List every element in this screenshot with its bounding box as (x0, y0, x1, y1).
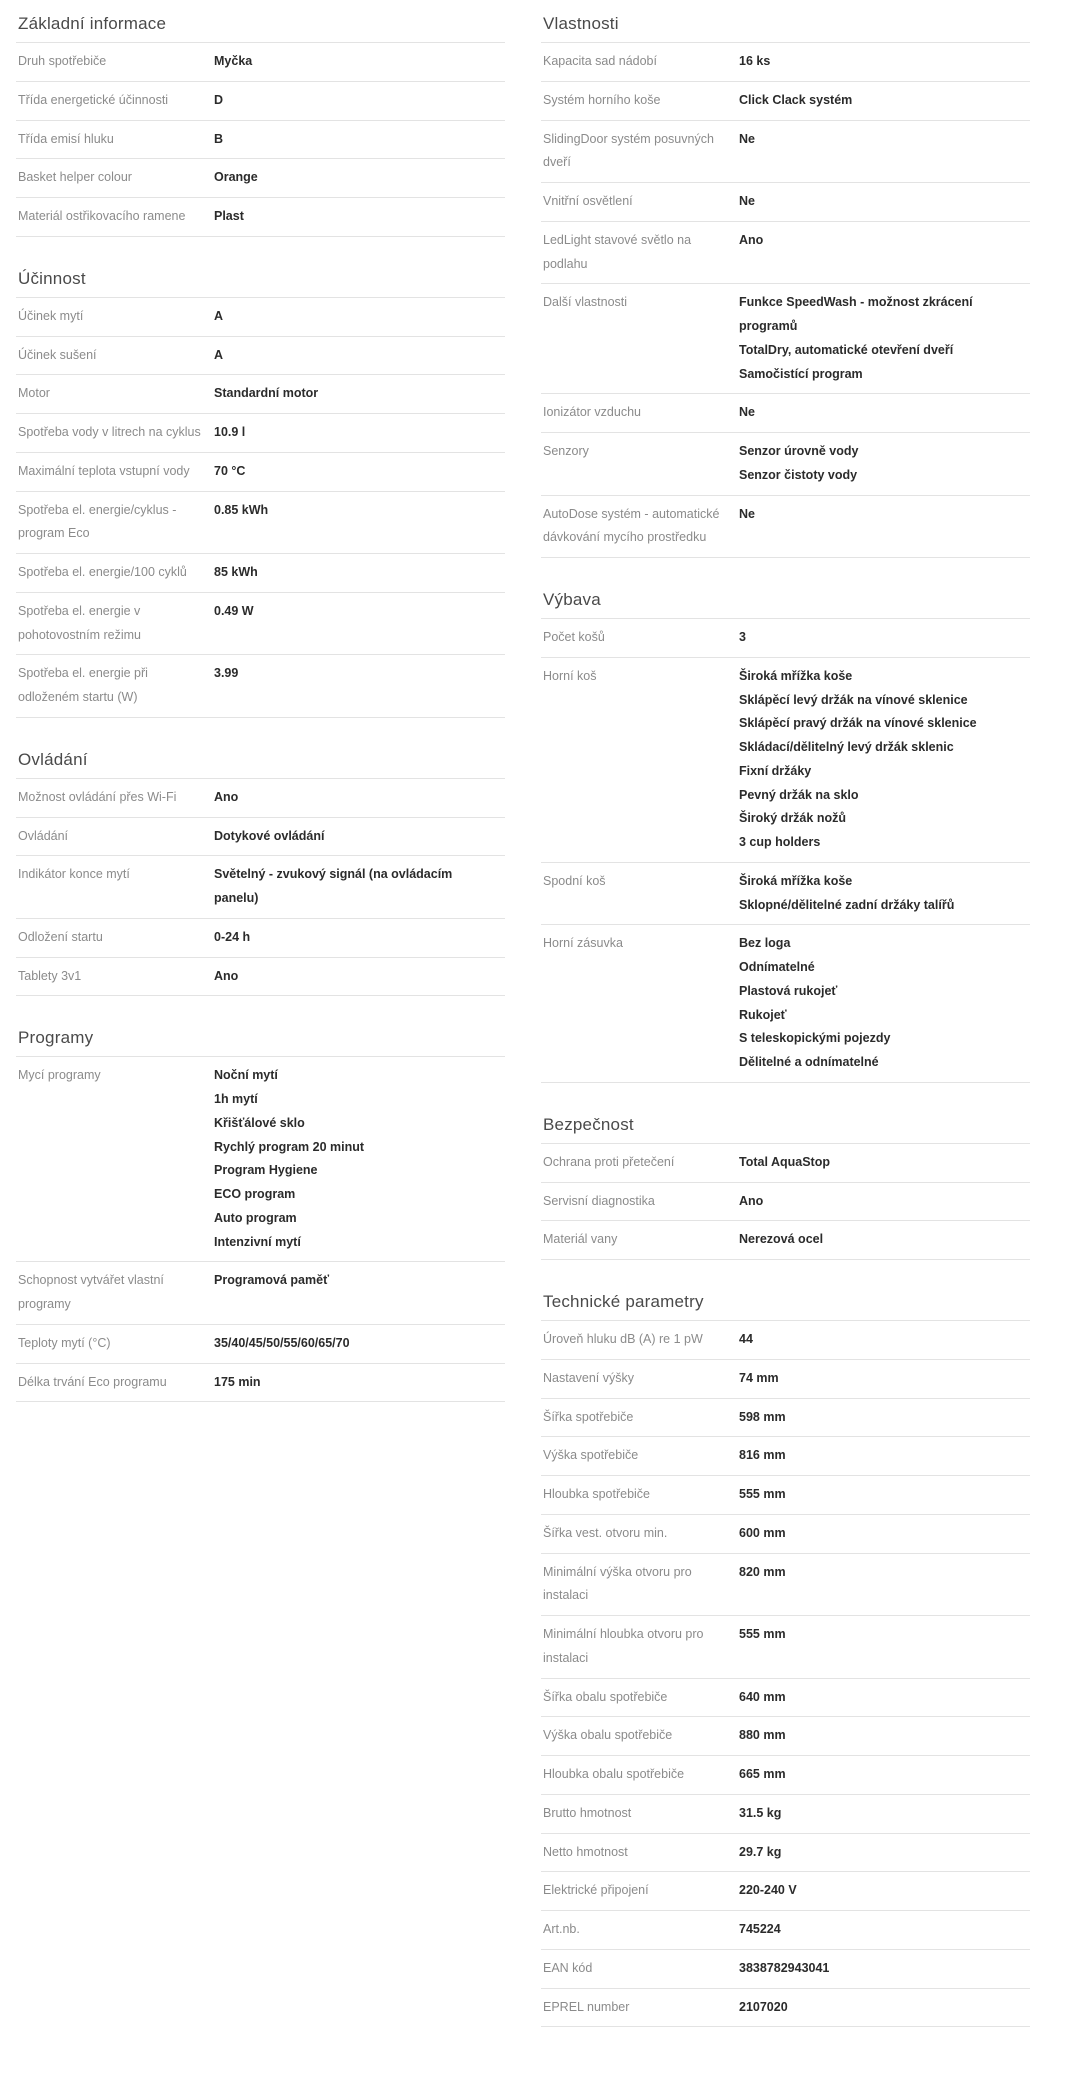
spec-value-line: Standardní motor (214, 386, 319, 401)
spec-value (212, 592, 505, 655)
spec-label: Ovládání (18, 828, 69, 843)
spec-table (541, 42, 1030, 558)
spec-value (737, 1321, 1030, 1360)
table-row (541, 619, 1030, 658)
spec-value-line: Auto program (214, 1210, 297, 1225)
spec-label: Schopnost vytvářet vlastní programy (18, 1273, 164, 1311)
table-row (16, 43, 505, 82)
spec-label: Třída emisí hluku (18, 131, 114, 146)
table-row (16, 336, 505, 375)
spec-table (16, 1056, 505, 1402)
spec-value-line: B (214, 131, 224, 146)
table-row (16, 1262, 505, 1325)
spec-value-line: Plastová rukojeť (739, 983, 838, 998)
spec-value (737, 1221, 1030, 1260)
spec-label: Spotřeba vody v litrech na cyklus (18, 425, 201, 439)
spec-value-line: 3.99 (214, 666, 239, 681)
spec-value (737, 862, 1030, 925)
spec-value (212, 336, 505, 375)
spec-value-line: 0-24 h (214, 929, 251, 944)
spec-value (212, 817, 505, 856)
spec-value-line: 880 mm (739, 1728, 786, 1743)
spec-value-line: Myčka (214, 54, 253, 68)
spec-value-line: Samočistící program (739, 366, 863, 381)
spec-label: Odložení startu (18, 929, 103, 944)
spec-value (737, 221, 1030, 284)
table-row (541, 1988, 1030, 2027)
spec-value-line: Bez loga (739, 936, 791, 951)
spec-value-line: 74 mm (739, 1370, 779, 1385)
spec-value-line: 35/40/45/50/55/60/65/70 (214, 1335, 350, 1350)
spec-value (737, 619, 1030, 658)
table-row (16, 554, 505, 593)
spec-value-line: 0.49 W (214, 603, 254, 618)
table-row (16, 491, 505, 554)
spec-value (737, 1616, 1030, 1679)
spec-value-line: Křišťálové sklo (214, 1115, 305, 1130)
spec-value-line: Noční mytí (214, 1068, 278, 1083)
spec-label: Výška obalu spotřebiče (543, 1728, 673, 1743)
spec-label: EAN kód (543, 1960, 593, 1975)
section-title: Základní informace (18, 14, 167, 33)
table-row (541, 221, 1030, 284)
table-row (541, 1911, 1030, 1950)
table-row (16, 297, 505, 336)
spec-section (16, 744, 505, 997)
table-row (541, 1553, 1030, 1616)
spec-label: Spotřeba el. energie při odloženém startu (W) (18, 666, 148, 704)
spec-section (16, 263, 505, 718)
spec-label: Servisní diagnostika (543, 1193, 655, 1208)
table-row (16, 592, 505, 655)
spec-value-line: Total AquaStop (739, 1154, 830, 1169)
table-row (541, 862, 1030, 925)
spec-section (16, 8, 505, 237)
table-row (16, 452, 505, 491)
spec-value (737, 657, 1030, 862)
spec-value (212, 1363, 505, 1402)
table-row (541, 1717, 1030, 1756)
spec-value-line: Orange (214, 170, 258, 185)
spec-value-line: Široká mřížka koše (739, 873, 853, 888)
table-row (541, 43, 1030, 82)
spec-value-line: 29.7 kg (739, 1844, 782, 1859)
spec-label: Spotřeba el. energie/100 cyklů (18, 565, 187, 579)
spec-label: SlidingDoor systém posuvných dveří (543, 131, 714, 170)
spec-value (212, 856, 505, 919)
spec-label: Horní zásuvka (543, 936, 623, 951)
spec-value (212, 778, 505, 817)
spec-label: Minimální hloubka otvoru pro instalaci (543, 1627, 704, 1665)
spec-label: Spodní koš (543, 873, 606, 888)
table-row (541, 81, 1030, 120)
spec-label: Minimální výška otvoru pro instalaci (543, 1564, 692, 1603)
table-row (16, 957, 505, 996)
spec-value (737, 1553, 1030, 1616)
spec-label: Horní koš (543, 668, 597, 683)
spec-value (737, 43, 1030, 82)
spec-label: Senzory (543, 444, 589, 458)
spec-label: EPREL number (543, 1999, 630, 2014)
spec-value (737, 1678, 1030, 1717)
spec-value-line: 3 (739, 630, 746, 644)
table-row (541, 657, 1030, 862)
table-row (16, 120, 505, 159)
spec-label: Ionizátor vzduchu (543, 405, 641, 420)
spec-value (737, 1794, 1030, 1833)
spec-value (212, 81, 505, 120)
spec-value (212, 918, 505, 957)
section-title: Programy (18, 1028, 94, 1048)
spec-value-line: 598 mm (739, 1409, 786, 1424)
spec-value-line: Nerezová ocel (739, 1232, 824, 1247)
spec-value-line: Ano (739, 232, 764, 247)
spec-value-line: Pevný držák na sklo (739, 787, 859, 802)
table-row (541, 284, 1030, 394)
spec-value-line: Plast (214, 209, 244, 223)
spec-value (737, 120, 1030, 183)
spec-label: Indikátor konce mytí (18, 867, 130, 882)
spec-value (737, 495, 1030, 558)
spec-value (737, 925, 1030, 1083)
table-row (16, 159, 505, 198)
spec-value-line: TotalDry, automatické otevření dveří (739, 342, 954, 357)
table-row (541, 1949, 1030, 1988)
spec-value-line: Dělitelné a odnímatelné (739, 1055, 879, 1069)
table-row (541, 1794, 1030, 1833)
spec-value-line: 745224 (739, 1922, 781, 1936)
spec-label: Účinek mytí (18, 308, 84, 323)
spec-value-line: Program Hygiene (214, 1163, 318, 1178)
table-row (16, 1057, 505, 1262)
spec-label: Systém horního koše (543, 92, 661, 107)
spec-section (541, 1109, 1030, 1260)
spec-value (737, 433, 1030, 496)
spec-value (212, 1262, 505, 1325)
spec-value (212, 198, 505, 237)
spec-value-line: Odnímatelné (739, 960, 815, 974)
spec-value-line: 70 °C (214, 463, 246, 478)
section-title: Výbava (543, 590, 601, 609)
spec-value (737, 394, 1030, 433)
spec-label: Ochrana proti přetečení (543, 1154, 675, 1169)
section-title: Vlastnosti (543, 14, 619, 33)
spec-label: Kapacita sad nádobí (543, 54, 657, 68)
table-row (16, 375, 505, 414)
spec-value (212, 159, 505, 198)
spec-value-line: Click Clack systém (739, 92, 853, 107)
spec-value (212, 655, 505, 718)
table-row (16, 817, 505, 856)
spec-value-line: Programová paměť (214, 1273, 330, 1288)
left-column (16, 8, 505, 1428)
table-row (541, 433, 1030, 496)
spec-value-line: Senzor čistoty vody (739, 467, 858, 482)
table-row (541, 1756, 1030, 1795)
spec-label: Basket helper colour (18, 170, 132, 185)
table-row (541, 1321, 1030, 1360)
table-row (541, 1182, 1030, 1221)
spec-label: Další vlastnosti (543, 295, 628, 310)
spec-value-line: 31.5 kg (739, 1805, 782, 1820)
table-row (541, 1359, 1030, 1398)
section-title: Účinnost (18, 268, 86, 288)
table-row (16, 198, 505, 237)
spec-section (541, 584, 1030, 1083)
spec-label: Netto hmotnost (543, 1844, 628, 1859)
spec-value-line: Fixní držáky (739, 763, 812, 778)
spec-value (737, 1756, 1030, 1795)
spec-value (737, 1359, 1030, 1398)
spec-value-line: 85 kWh (214, 565, 258, 579)
spec-value (212, 452, 505, 491)
spec-label: Šířka obalu spotřebiče (543, 1689, 668, 1704)
spec-label: Třída energetické účinnosti (18, 92, 169, 107)
spec-value-line: 16 ks (739, 54, 771, 68)
spec-value-line: Skládací/dělitelný levý držák sklenic (739, 740, 954, 754)
spec-value-line: 640 mm (739, 1689, 786, 1704)
spec-value-line: 10.9 l (214, 425, 246, 439)
spec-label: Hloubka spotřebiče (543, 1487, 651, 1501)
table-row (541, 495, 1030, 558)
spec-value-line: 0.85 kWh (214, 502, 269, 517)
spec-label: Spotřeba el. energie/cyklus - program Eco (18, 502, 177, 541)
spec-value-line: S teleskopickými pojezdy (739, 1031, 891, 1046)
spec-value-line: Světelný - zvukový signál (na ovládacím panelu) (214, 867, 453, 905)
spec-value-line: 820 mm (739, 1564, 786, 1579)
spec-table (541, 1143, 1030, 1260)
spec-value-line: Ne (739, 506, 755, 521)
spec-value-line: Sklápěcí pravý držák na vínové sklenice (739, 716, 977, 731)
spec-value-line: 600 mm (739, 1525, 786, 1540)
spec-value (212, 297, 505, 336)
spec-value (737, 183, 1030, 222)
table-row (541, 1398, 1030, 1437)
spec-value (212, 957, 505, 996)
table-row (541, 1514, 1030, 1553)
spec-label: Výška spotřebiče (543, 1448, 639, 1463)
spec-value (737, 1911, 1030, 1950)
spec-value (737, 1476, 1030, 1515)
spec-value-line: 555 mm (739, 1627, 786, 1641)
spec-label: Maximální teplota vstupní vody (18, 463, 190, 478)
spec-label: Elektrické připojení (543, 1883, 649, 1898)
spec-value-line: 3838782943041 (739, 1960, 830, 1975)
spec-value (212, 1324, 505, 1363)
spec-value (737, 81, 1030, 120)
spec-label: Šířka vest. otvoru min. (543, 1525, 668, 1540)
spec-value-line: A (214, 308, 224, 323)
table-row (541, 394, 1030, 433)
section-title: Ovládání (18, 749, 88, 769)
table-row (16, 655, 505, 718)
spec-value (737, 1717, 1030, 1756)
spec-label: AutoDose systém - automatické dávkování mycího prostředku (543, 506, 720, 545)
spec-value-line: 665 mm (739, 1767, 786, 1781)
spec-value-line: Ano (739, 1193, 764, 1208)
spec-value-line: Ano (214, 968, 239, 983)
spec-table (16, 778, 505, 997)
table-row (541, 1872, 1030, 1911)
spec-value (212, 375, 505, 414)
spec-value-line: Senzor úrovně vody (739, 444, 859, 458)
table-row (541, 1476, 1030, 1515)
spec-section (541, 8, 1030, 558)
spec-value (737, 284, 1030, 394)
spec-table (16, 297, 505, 718)
spec-value (212, 120, 505, 159)
table-row (541, 1221, 1030, 1260)
table-row (541, 120, 1030, 183)
spec-value (212, 43, 505, 82)
spec-label: LedLight stavové světlo na podlahu (543, 232, 692, 271)
spec-value (212, 491, 505, 554)
spec-table (16, 42, 505, 237)
spec-value (737, 1437, 1030, 1476)
spec-value (737, 1833, 1030, 1872)
spec-value (737, 1398, 1030, 1437)
table-row (16, 918, 505, 957)
spec-value-line: 175 min (214, 1374, 261, 1389)
spec-label: Mycí programy (18, 1068, 101, 1083)
spec-value-line: Intenzivní mytí (214, 1234, 301, 1249)
table-row (16, 778, 505, 817)
spec-value-line: D (214, 92, 224, 107)
table-row (16, 414, 505, 453)
spec-value-line: Ne (739, 131, 755, 146)
spec-value-line: 1h mytí (214, 1092, 258, 1106)
spec-value-line: 816 mm (739, 1448, 786, 1463)
spec-value-line: 44 (739, 1332, 753, 1346)
table-row (541, 183, 1030, 222)
table-row (16, 856, 505, 919)
spec-label: Nastavení výšky (543, 1370, 635, 1385)
spec-label: Art.nb. (543, 1922, 580, 1936)
spec-value (212, 1057, 505, 1262)
spec-value (737, 1872, 1030, 1911)
spec-label: Motor (18, 386, 50, 401)
spec-value-line: ECO program (214, 1187, 296, 1201)
spec-value-line: A (214, 347, 224, 362)
table-row (16, 1324, 505, 1363)
spec-table (541, 1320, 1030, 2027)
spec-value-line: 555 mm (739, 1487, 786, 1501)
spec-value (737, 1143, 1030, 1182)
spec-label: Možnost ovládání přes Wi-Fi (18, 789, 177, 804)
spec-value (212, 554, 505, 593)
spec-value-line: 220-240 V (739, 1883, 797, 1898)
spec-value-line: Široká mřížka koše (739, 668, 853, 683)
spec-label: Druh spotřebiče (18, 54, 107, 68)
spec-label: Šířka spotřebiče (543, 1409, 634, 1424)
spec-value-line: 2107020 (739, 1999, 788, 2014)
spec-value (737, 1949, 1030, 1988)
spec-value-line: Ano (214, 789, 239, 804)
spec-value-line: Ne (739, 194, 755, 208)
spec-label: Spotřeba el. energie v pohotovostním režimu (18, 603, 141, 642)
spec-value (737, 1514, 1030, 1553)
spec-value-line: Sklopné/dělitelné zadní držáky talířů (739, 897, 955, 912)
spec-label: Tablety 3v1 (18, 968, 82, 983)
table-row (541, 1616, 1030, 1679)
spec-table (541, 618, 1030, 1083)
spec-section (541, 1286, 1030, 2027)
spec-value-line: Rychlý program 20 minut (214, 1139, 365, 1154)
section-title: Technické parametry (543, 1292, 704, 1311)
table-row (16, 81, 505, 120)
spec-value-line: Široký držák nožů (739, 811, 846, 826)
spec-value (737, 1988, 1030, 2027)
spec-label: Úroveň hluku dB (A) re 1 pW (543, 1332, 703, 1346)
spec-value-line: Funkce SpeedWash - možnost zkrácení programů (739, 295, 973, 333)
spec-value-line: Rukojeť (739, 1007, 787, 1022)
spec-label: Účinek sušení (18, 347, 97, 362)
spec-label: Délka trvání Eco programu (18, 1374, 167, 1389)
right-column (541, 8, 1030, 2053)
spec-value-line: Dotykové ovládání (214, 828, 325, 843)
section-title: Bezpečnost (543, 1114, 634, 1134)
spec-label: Teploty mytí (°C) (18, 1335, 111, 1350)
spec-label: Materiál ostřikovacího ramene (18, 209, 186, 223)
spec-value-line: Ne (739, 405, 755, 420)
spec-value-line: 3 cup holders (739, 835, 821, 849)
table-row (541, 1678, 1030, 1717)
spec-label: Počet košů (543, 630, 605, 644)
table-row (16, 1363, 505, 1402)
spec-label: Vnitřní osvětlení (543, 194, 633, 208)
spec-value-line: Sklápěcí levý držák na vínové sklenice (739, 692, 968, 707)
table-row (541, 1437, 1030, 1476)
table-row (541, 1143, 1030, 1182)
spec-label: Brutto hmotnost (543, 1805, 632, 1820)
spec-section (16, 1022, 505, 1402)
table-row (541, 1833, 1030, 1872)
spec-label: Materiál vany (543, 1232, 618, 1247)
spec-value (212, 414, 505, 453)
table-row (541, 925, 1030, 1083)
spec-value (737, 1182, 1030, 1221)
spec-label: Hloubka obalu spotřebiče (543, 1767, 685, 1781)
